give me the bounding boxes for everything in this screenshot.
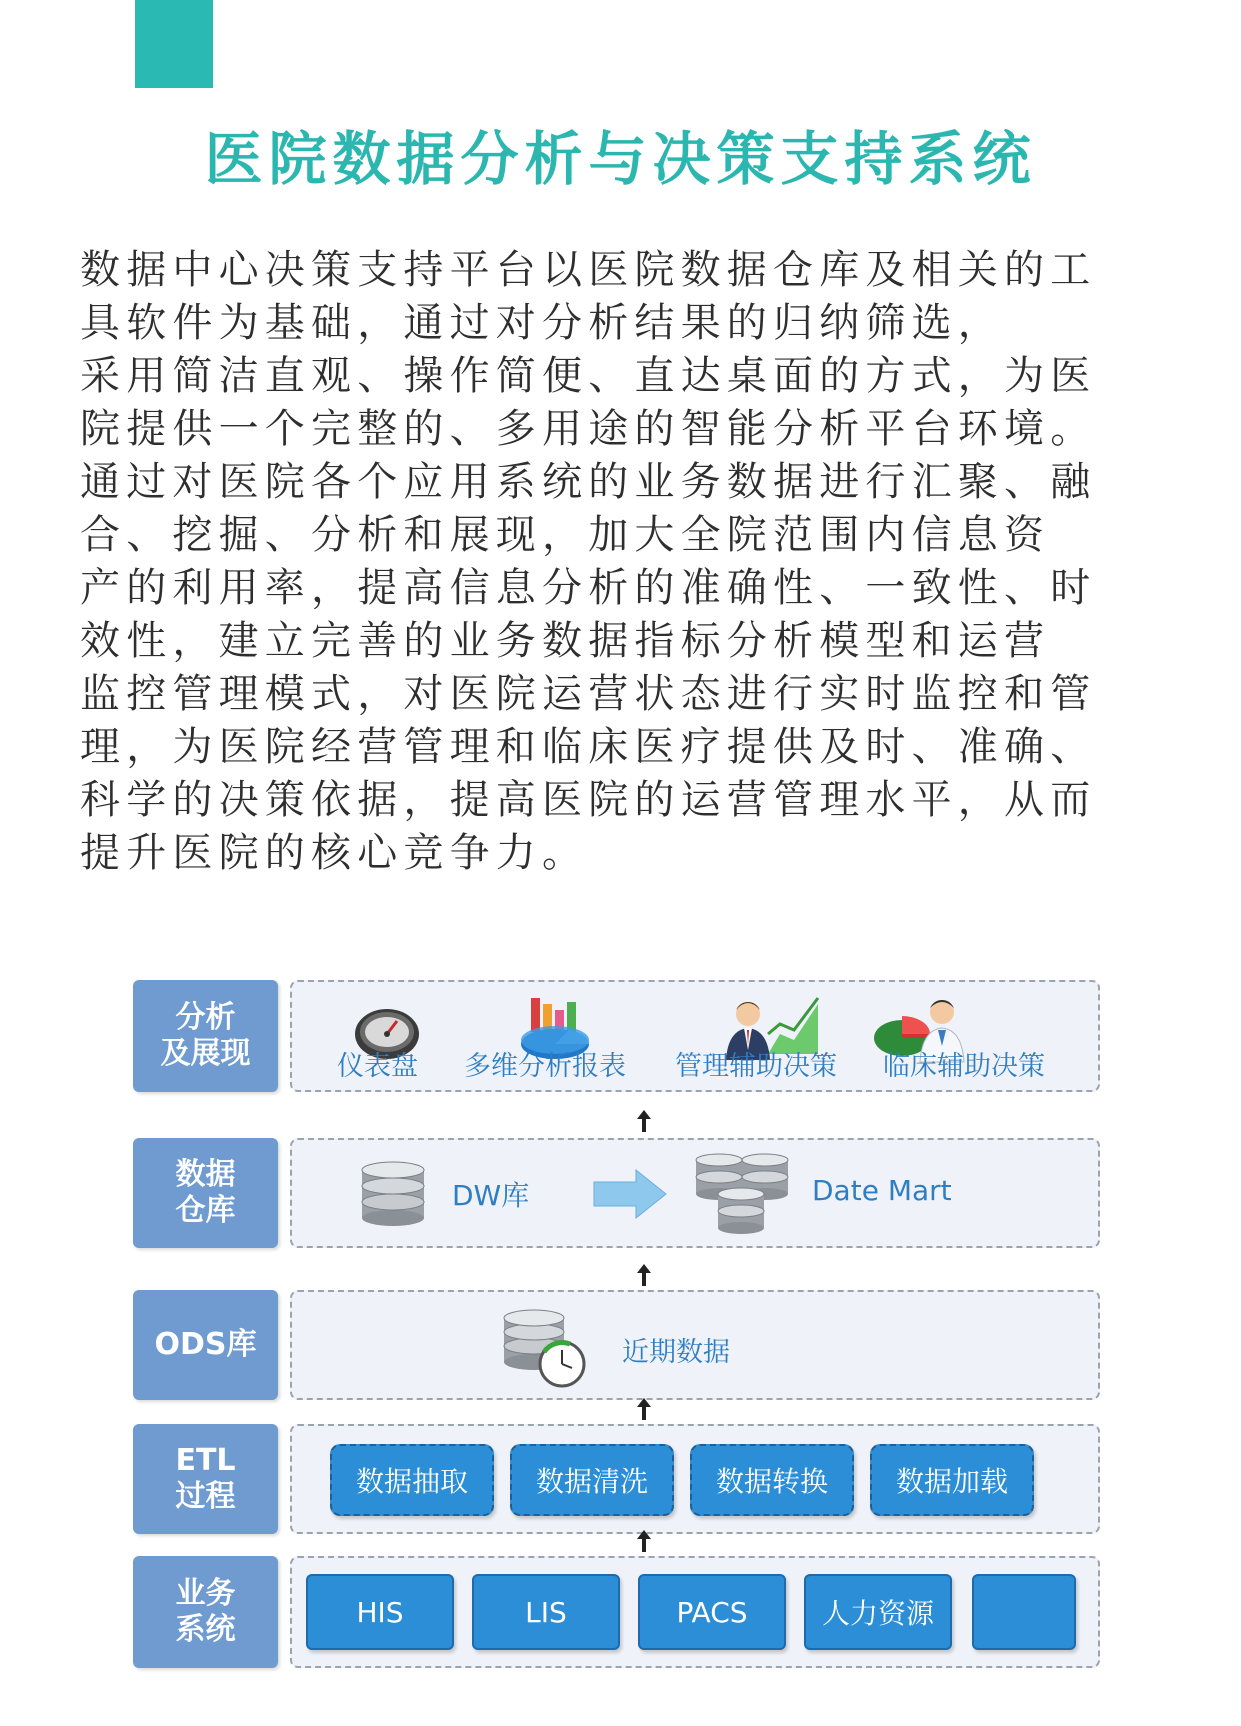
system-hr: 人力资源 [804, 1574, 952, 1650]
system-other [972, 1574, 1076, 1650]
analysis-item-report: 多维分析报表 [464, 1051, 626, 1082]
analysis-item-dashboard: 仪表盘 [337, 1051, 418, 1082]
database-icon [358, 1158, 428, 1228]
body-line: 具软件为基础，通过对分析结果的归纳筛选， [80, 300, 1004, 346]
etl-step-extract: 数据抽取 [330, 1444, 494, 1516]
layer-label-ods: ODS库 [133, 1290, 278, 1400]
layer-label-business: 业务 系统 [133, 1556, 278, 1668]
etl-step-load: 数据加载 [870, 1444, 1034, 1516]
layer-panel-business [290, 1556, 1100, 1668]
body-line: 监控管理模式，对医院运营状态进行实时监控和管 [80, 671, 1097, 717]
warehouse-item-dw: DW库 [452, 1179, 530, 1212]
arrow-right-icon [592, 1168, 668, 1220]
body-line: 效性，建立完善的业务数据指标分析模型和运营 [80, 618, 1051, 664]
recent-data-icon [500, 1306, 592, 1390]
arrow-up-icon [637, 1398, 651, 1420]
layer-label-etl: ETL 过程 [133, 1424, 278, 1534]
body-line: 院提供一个完整的、多用途的智能分析平台环境。 [80, 406, 1097, 452]
analysis-item-management: 管理辅助决策 [675, 1051, 837, 1082]
body-line: 提升医院的核心竞争力。 [80, 830, 589, 876]
accent-block [135, 0, 213, 88]
ods-item-recent-data: 近期数据 [622, 1337, 730, 1368]
arrow-up-icon [637, 1264, 651, 1286]
arrow-up-icon [637, 1530, 651, 1552]
body-line: 产的利用率，提高信息分析的准确性、一致性、时 [80, 565, 1097, 611]
page-title: 医院数据分析与决策支持系统 [204, 125, 1037, 193]
system-his: HIS [306, 1574, 454, 1650]
analysis-item-clinical: 临床辅助决策 [883, 1051, 1045, 1082]
system-pacs: PACS [638, 1574, 786, 1650]
body-paragraph [80, 244, 1170, 880]
etl-step-transform: 数据转换 [690, 1444, 854, 1516]
body-line: 采用简洁直观、操作简便、直达桌面的方式，为医 [80, 353, 1097, 399]
layer-label-warehouse: 数据 仓库 [133, 1138, 278, 1248]
etl-step-clean: 数据清洗 [510, 1444, 674, 1516]
layer-panel-ods [290, 1290, 1100, 1400]
body-line: 理，为医院经营管理和临床医疗提供及时、准确、 [80, 724, 1097, 770]
body-line: 数据中心决策支持平台以医院数据仓库及相关的工 [80, 247, 1097, 293]
body-line: 通过对医院各个应用系统的业务数据进行汇聚、融 [80, 459, 1097, 505]
body-line: 合、挖掘、分析和展现，加大全院范围内信息资 [80, 512, 1051, 558]
layer-panel-etl [290, 1424, 1100, 1534]
system-lis: LIS [472, 1574, 620, 1650]
layer-panel-warehouse [290, 1138, 1100, 1248]
arrow-up-icon [637, 1110, 651, 1132]
data-mart-icon [692, 1150, 792, 1240]
body-line: 科学的决策依据，提高医院的运营管理水平，从而 [80, 777, 1097, 823]
layer-label-analysis: 分析 及展现 [133, 980, 278, 1092]
layer-panel-analysis [290, 980, 1100, 1092]
warehouse-item-datamart: Date Mart [812, 1174, 952, 1207]
